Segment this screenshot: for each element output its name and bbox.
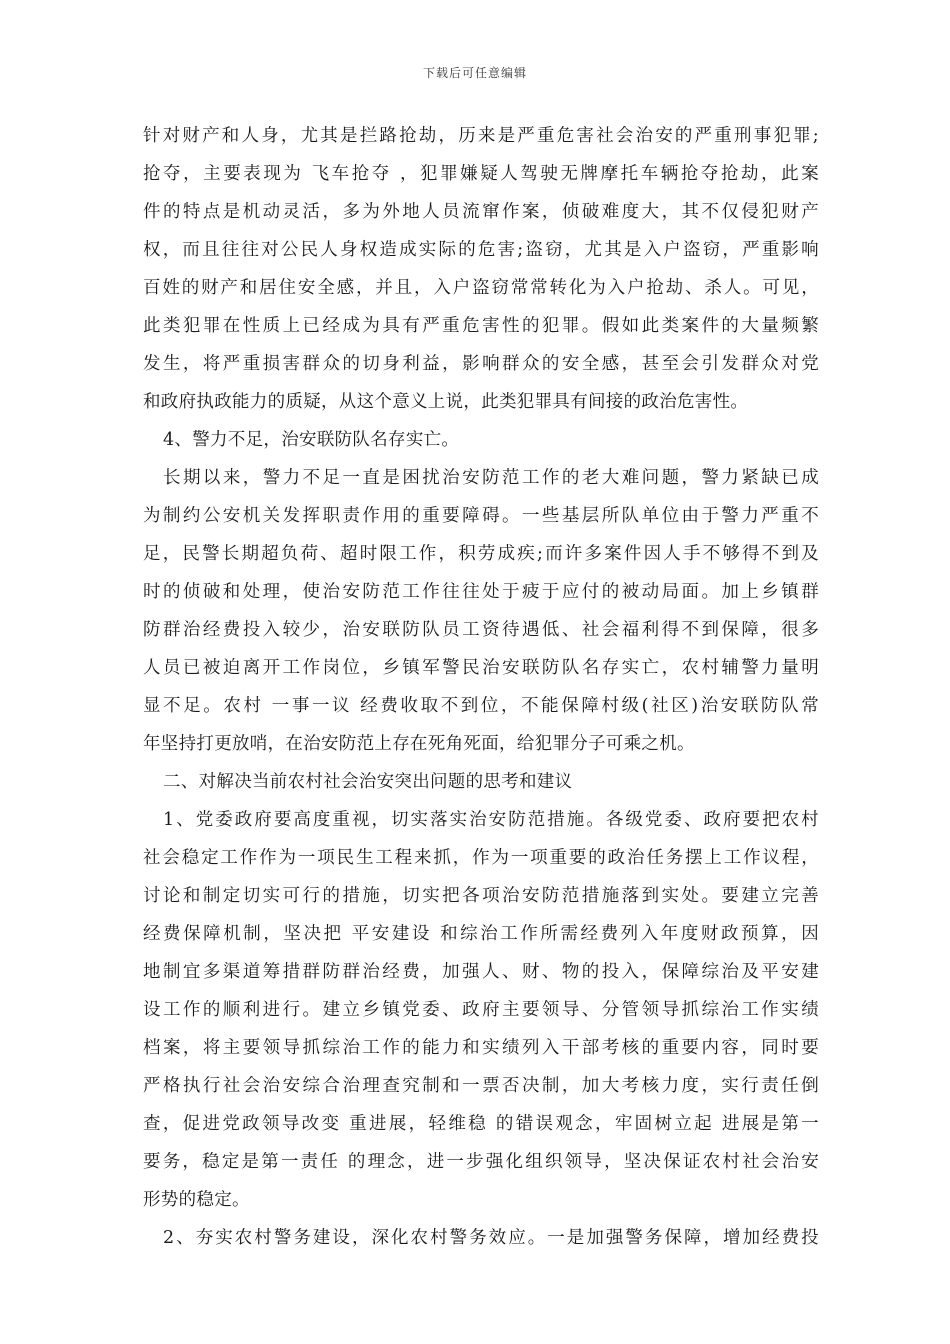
text-line: 1、党委政府要高度重视，切实落实治安防范措施。各级党委、政府要把农村 [163,810,819,830]
text-line: 权，而且往往对公民人身权造成实际的危害;盗窃，尤其是入户盗窃，严重影响 [143,240,819,260]
text-line: 设工作的顺利进行。建立乡镇党委、政府主要领导、分管领导抓综治工作实绩 [143,1000,819,1020]
text-line: 抢夺，主要表现为 飞车抢夺 ，犯罪嫌疑人驾驶无牌摩托车辆抢夺抢劫，此案 [143,164,819,184]
text-line: 经费保障机制，坚决把 平安建设 和综治工作所需经费列入年度财政预算，因 [143,924,819,944]
text-line: 2、夯实农村警务建设，深化农村警务效应。一是加强警务保障，增加经费投 [163,1228,819,1248]
text-line: 显不足。农村 一事一议 经费收取不到位，不能保障村级(社区)治安联防队常 [143,696,819,716]
text-line: 严格执行社会治安综合治理查究制和一票否决制，加大考核力度，实行责任倒 [143,1076,819,1096]
section-heading: 4、警力不足，治安联防队名存实亡。 [163,430,460,450]
text-line: 为制约公安机关发挥职责作用的重要障碍。一些基层所队单位由于警力严重不 [143,506,819,526]
page-header: 下载后可任意编辑 [422,66,527,80]
text-line: 足，民警长期超负荷、超时限工作，积劳成疾;而许多案件因人手不够得不到及 [143,544,819,564]
text-line: 和政府执政能力的质疑，从这个意义上说，此类犯罪具有间接的政治危害性。 [143,392,749,412]
text-line: 要务，稳定是第一责任 的理念，进一步强化组织领导，坚决保证农村社会治安 [143,1152,819,1172]
section-heading: 二、对解决当前农村社会治安突出问题的思考和建议 [163,772,573,792]
text-line: 档案，将主要领导抓综治工作的能力和实绩列入干部考核的重要内容，同时要 [143,1038,819,1058]
text-line: 查，促进党政领导改变 重进展，轻维稳 的错误观念，牢固树立起 进展是第一 [143,1114,819,1134]
text-line: 形势的稳定。 [143,1190,250,1210]
text-line: 防群治经费投入较少，治安联防队员工资待遇低、社会福利得不到保障，很多 [143,620,819,640]
text-line: 百姓的财产和居住安全感，并且，入户盗窃常常转化为入户抢劫、杀人。可见， [143,278,819,298]
text-line: 地制宜多渠道筹措群防群治经费，加强人、财、物的投入，保障综治及平安建 [143,962,819,982]
text-line: 长期以来，警力不足一直是困扰治安防范工作的老大难问题，警力紧缺已成 [163,468,819,488]
text-line: 社会稳定工作作为一项民生工程来抓，作为一项重要的政治任务摆上工作议程， [143,848,819,868]
text-line: 件的特点是机动灵活，多为外地人员流窜作案，侦破难度大，其不仅侵犯财产 [143,202,819,222]
text-line: 发生，将严重损害群众的切身利益，影响群众的安全感，甚至会引发群众对党 [143,354,819,374]
text-line: 时的侦破和处理，使治安防范工作往往处于疲于应付的被动局面。加上乡镇群 [143,582,819,602]
text-line: 讨论和制定切实可行的措施，切实把各项治安防范措施落到实处。要建立完善 [143,886,819,906]
text-line: 针对财产和人身，尤其是拦路抢劫，历来是严重危害社会治安的严重刑事犯罪; [143,126,819,146]
text-line: 人员已被迫离开工作岗位，乡镇军警民治安联防队名存实亡，农村辅警力量明 [143,658,819,678]
text-line: 此类犯罪在性质上已经成为具有严重危害性的犯罪。假如此类案件的大量频繁 [143,316,819,336]
document-body [143,117,819,1257]
text-line: 年坚持打更放哨，在治安防范上存在死角死面，给犯罪分子可乘之机。 [143,734,695,754]
